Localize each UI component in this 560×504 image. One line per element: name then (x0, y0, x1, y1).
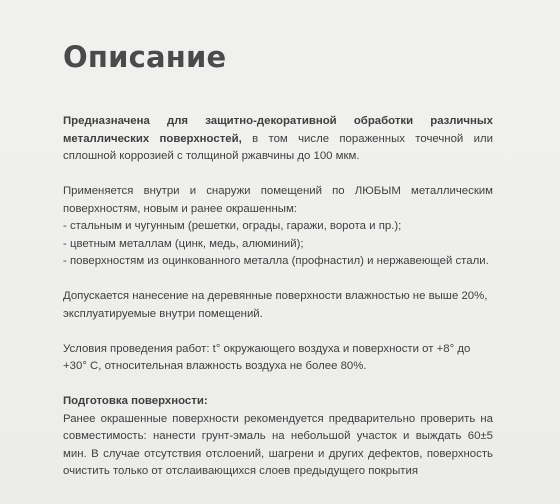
paragraph-wood: Допускается нанесение на деревянные поверхности влажностью не выше 20%, эксплуатируемые внутри помещений. (63, 290, 488, 320)
purpose-text: в том числе пораженных точечной или сплошной коррозией с толщиной ржавчины до 100 мкм. (63, 132, 494, 162)
paragraph-conditions: Условия проведения работ: t° окружающего воздуха и поверхности от +8° до +30° С, относительная влажность воздуха не более 80%. (63, 342, 471, 372)
paragraph-purpose (63, 113, 493, 166)
purpose-bold-text: Предназначена для защитно-декоративной обработки различных металлических поверхностей, (63, 115, 493, 145)
page-title: Описание (63, 40, 227, 74)
preparation-text: Ранее окрашенные поверхности рекомендуется предварительно проверить на совместимость: нанести грунт-эмаль на небольшой участок и выждать 60±5 мин. В случае отсутствия отслоений, шагрени и других дефектов, поверхность очистить только от отслаивающихся слоев предыдущего покрытия (63, 412, 493, 477)
application-item-nonferrous: - цветным металлам (цинк, медь, алюминий); (63, 237, 304, 250)
application-intro: Применяется внутри и снаружи помещений по ЛЮБЫМ металлическим поверхностям, новым и ранее окрашенным: (63, 185, 493, 215)
preparation-heading: Подготовка поверхности: (63, 395, 208, 407)
application-item-galvanized: - поверхностям из оцинкованного металла (профнастил) и нержавеющей стали. (63, 255, 489, 267)
paragraph-preparation (63, 393, 493, 481)
paragraph-application (63, 183, 493, 271)
description-body (63, 113, 493, 498)
application-item-steel: - стальным и чугунным (решетки, ограды, гаражи, ворота и пр.); (63, 220, 402, 232)
